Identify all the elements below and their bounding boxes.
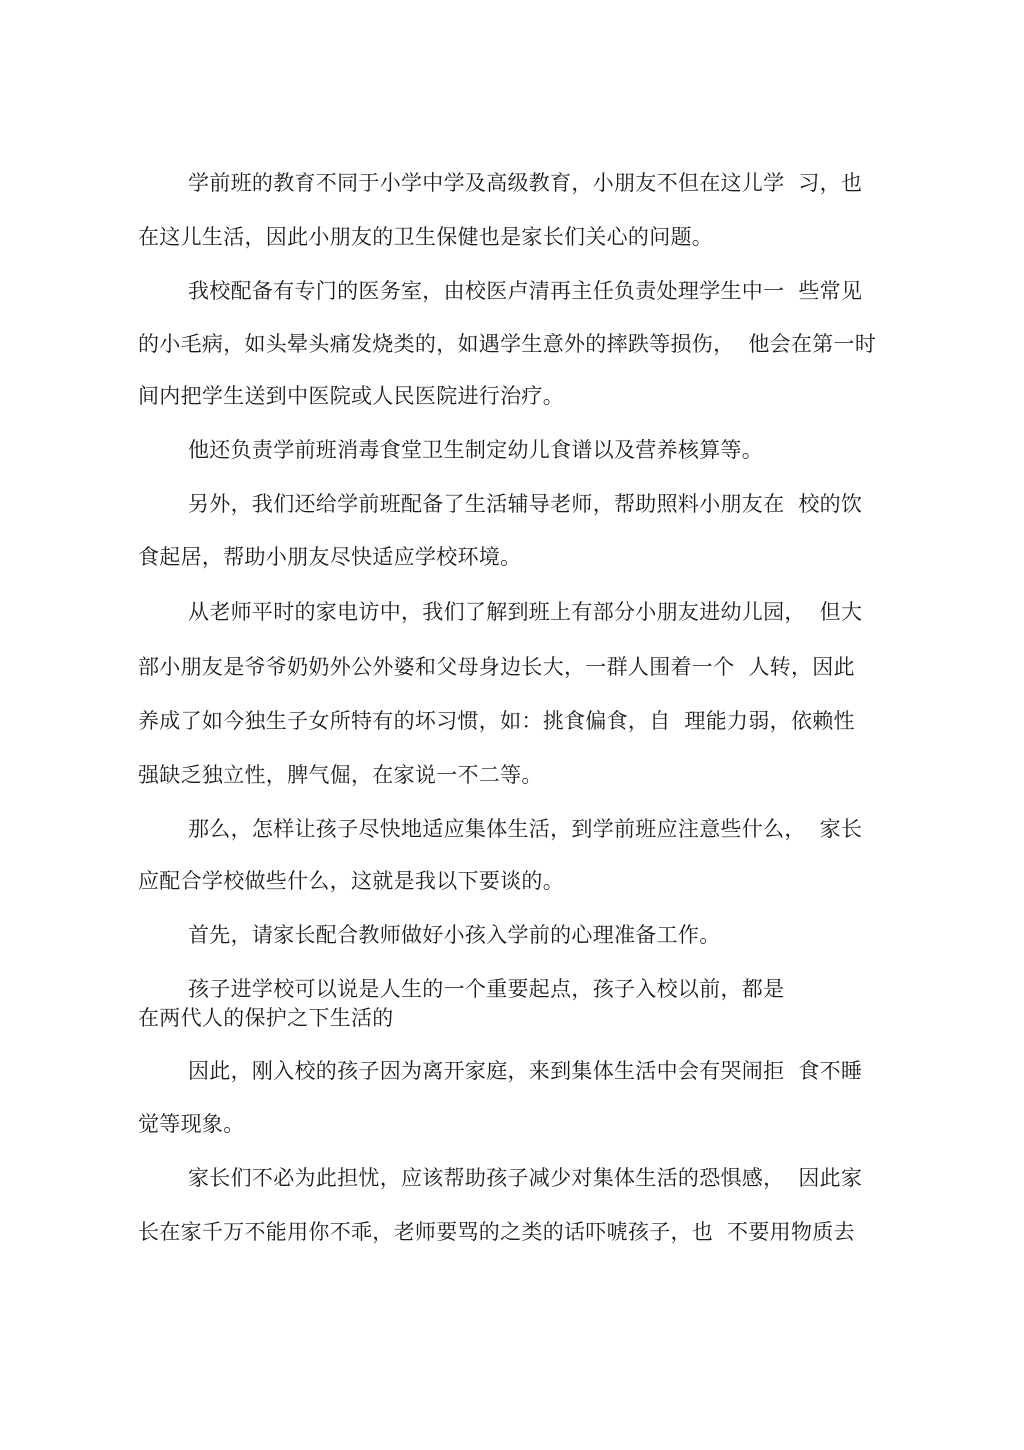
paragraph-line: 孩子进学校可以说是人生的一个重要起点，孩子入校以前，都是 [188, 977, 785, 1001]
paragraph-line: 首先，请家长配合教师做好小孩入学前的心理准备工作。 [188, 923, 721, 947]
paragraph-line: 食起居，帮助小朋友尽快适应学校环境。 [138, 545, 522, 569]
paragraph-line: 他还负责学前班消毒食堂卫生制定幼儿食谱以及营养核算等。 [188, 438, 764, 462]
paragraph-line: 部小朋友是爷爷奶奶外公外婆和父母身边长大，一群人围着一个 人转，因此 [138, 655, 855, 679]
paragraph-line: 养成了如今独生子女所特有的坏习惯，如：挑食偏食，自 理能力弱，依赖性 [138, 709, 855, 733]
paragraph-line: 应配合学校做些什么，这就是我以下要谈的。 [138, 869, 564, 893]
paragraph-line: 从老师平时的家电访中，我们了解到班上有部分小朋友进幼儿园， 但大 [188, 600, 863, 624]
paragraph-line: 觉等现象。 [138, 1112, 245, 1136]
paragraph-line: 学前班的教育不同于小学中学及高级教育，小朋友不但在这儿学 习，也 [188, 171, 863, 195]
paragraph-line: 我校配备有专门的医务室，由校医卢清再主任负责处理学生中一 些常见 [188, 279, 863, 303]
paragraph-line: 在这儿生活，因此小朋友的卫生保健也是家长们关心的问题。 [138, 225, 714, 249]
paragraph-line: 另外，我们还给学前班配备了生活辅导老师，帮助照料小朋友在 校的饮 [188, 492, 863, 516]
paragraph-line: 家长们不必为此担忧，应该帮助孩子减少对集体生活的恐惧感， 因此家 [188, 1166, 863, 1190]
paragraph-line: 那么，怎样让孩子尽快地适应集体生活，到学前班应注意些什么， 家长 [188, 817, 863, 841]
paragraph-line: 因此，刚入校的孩子因为离开家庭，来到集体生活中会有哭闹拒 食不睡 [188, 1059, 863, 1083]
paragraph-line: 的小毛病，如头晕头痛发烧类的，如遇学生意外的摔跌等损伤， 他会在第一时 [138, 332, 877, 356]
paragraph-line: 间内把学生送到中医院或人民医院进行治疗。 [138, 384, 564, 408]
paragraph-line: 长在家千万不能用你不乖，老师要骂的之类的话吓唬孩子，也 不要用物质去 [138, 1220, 855, 1244]
paragraph-line: 在两代人的保护之下生活的 [138, 1006, 394, 1030]
paragraph-line: 强缺乏独立性，脾气倔，在家说一不二等。 [138, 763, 543, 787]
